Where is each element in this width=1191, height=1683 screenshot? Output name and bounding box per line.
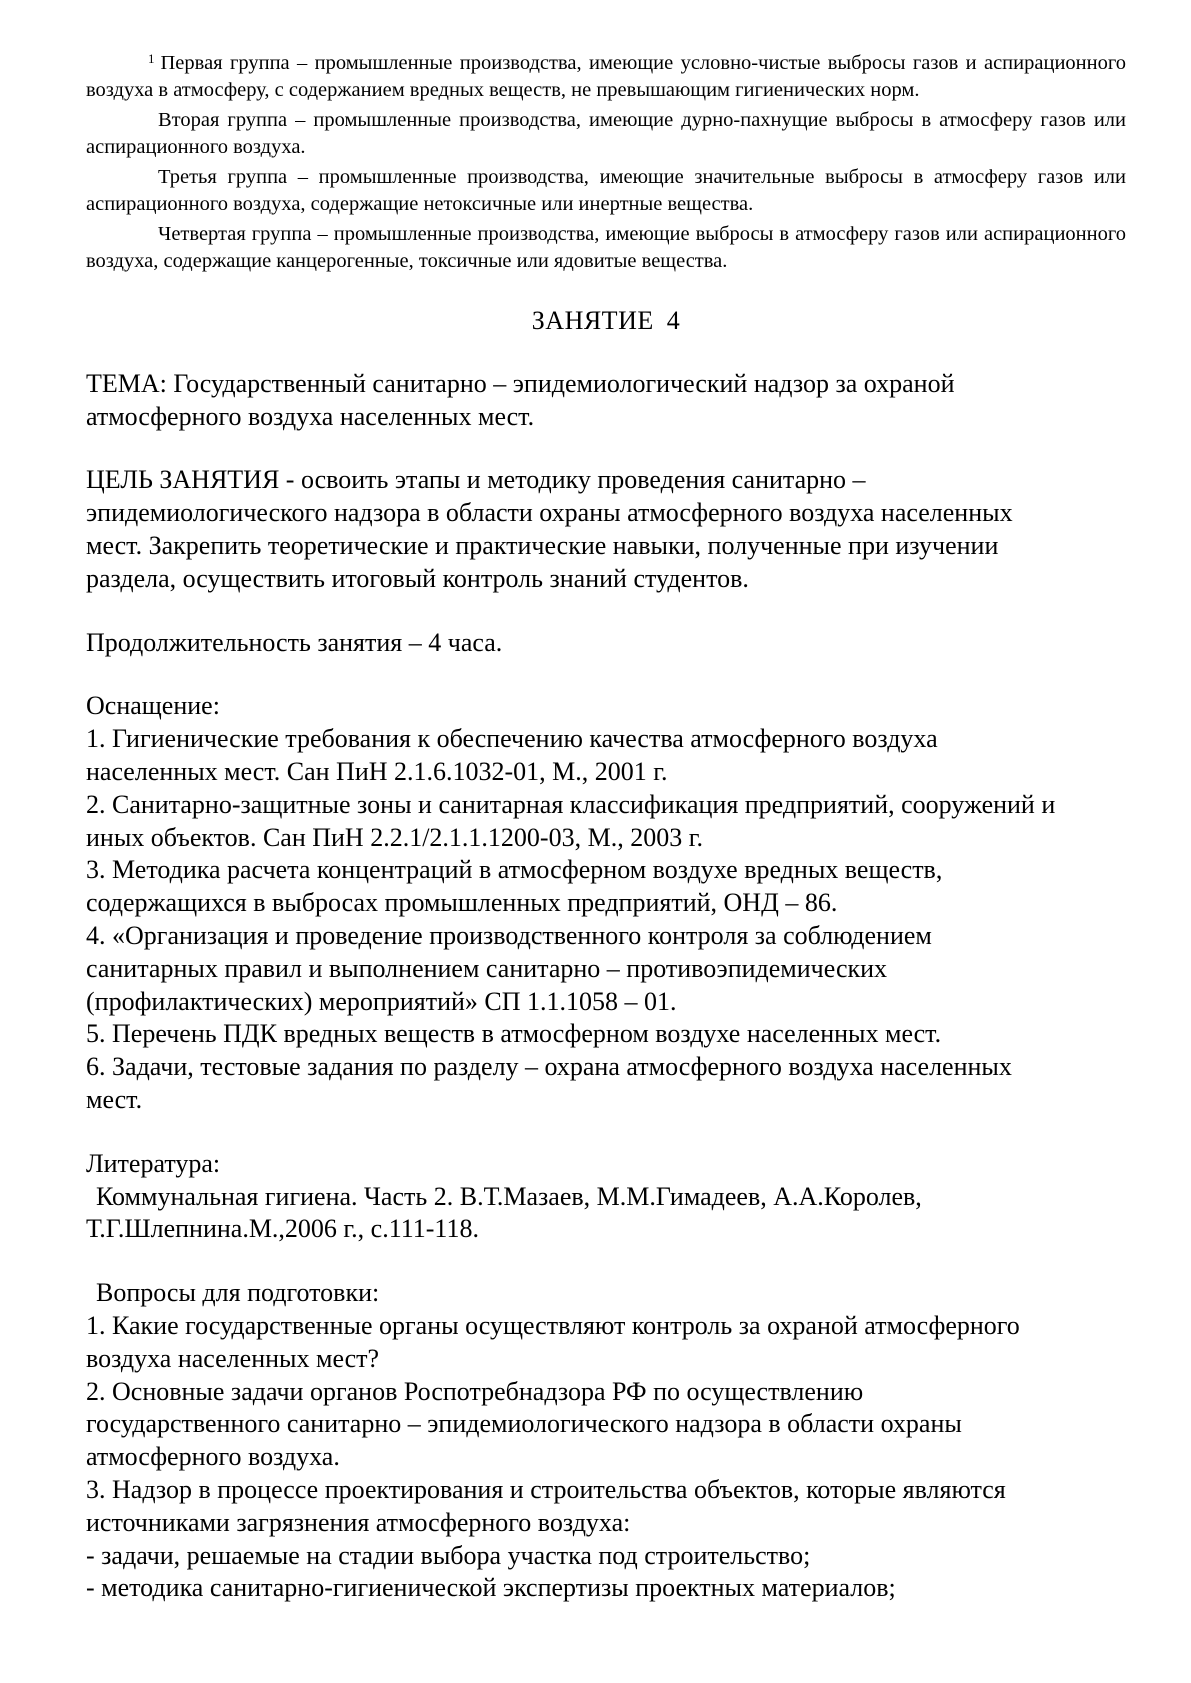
- spacer: [86, 596, 1126, 627]
- equipment-line: населенных мест. Сан ПиН 2.1.6.1032-01, М., 2001 г.: [86, 756, 668, 786]
- spacer: [86, 659, 1126, 690]
- document-page: [86, 50, 1126, 1605]
- footnote-group-4: Четвертая группа – промышленные производства, имеющие выбросы в атмосферу газов или аспирационного воздуха, содержащие канцерогенные, токсичные или ядовитые вещества.: [86, 223, 1126, 272]
- question-line: - задачи, решаемые на стадии выбора участка под строительство;: [86, 1540, 811, 1570]
- spacer: [86, 1246, 1126, 1277]
- goal-line-2: эпидемиологического надзора в области охраны атмосферного воздуха населенных: [86, 498, 1013, 528]
- footnote-group-1: [86, 50, 1126, 104]
- question-line: государственного санитарно – эпидемиологического надзора в области охраны: [86, 1409, 962, 1439]
- equipment-line: 6. Задачи, тестовые задания по разделу – охрана атмосферного воздуха населенных: [86, 1052, 1012, 1082]
- question-line: 2. Основные задачи органов Роспотребнадзора РФ по осуществлению: [86, 1376, 864, 1406]
- equipment-line: 5. Перечень ПДК вредных веществ в атмосферном воздухе населенных мест.: [86, 1019, 942, 1049]
- equipment-line: 2. Санитарно-защитные зоны и санитарная классификация предприятий, сооружений и: [86, 789, 1056, 819]
- lesson-title: ЗАНЯТИЕ 4: [531, 306, 681, 335]
- footnote-group-2: Вторая группа – промышленные производства, имеющие дурно-пахнущие выбросы в атмосферу газов или аспирационного воздуха.: [86, 109, 1126, 158]
- literature-heading: Литература:: [86, 1148, 221, 1178]
- duration: Продолжительность занятия – 4 часа.: [86, 627, 503, 657]
- question-line: воздуха населенных мест?: [86, 1343, 380, 1373]
- topic-line-2: атмосферного воздуха населенных мест.: [86, 401, 535, 431]
- equipment-list: [86, 723, 1126, 1117]
- goal-line-3: мест. Закрепить теоретические и практические навыки, полученные при изучении: [86, 530, 999, 560]
- lesson-body: [86, 305, 1126, 1605]
- footnote-group-3: Третья группа – промышленные производства, имеющие значительные выбросы в атмосферу газов или аспирационного воздуха, содержащие нетоксичные или инертные вещества.: [86, 166, 1126, 215]
- literature-line-1: Коммунальная гигиена. Часть 2. В.Т.Мазаев, М.М.Гимадеев, А.А.Королев,: [96, 1181, 922, 1211]
- questions-list: [86, 1310, 1126, 1605]
- equipment-line: санитарных правил и выполнением санитарно – противоэпидемических: [86, 953, 888, 983]
- topic-line-1: ТЕМА: Государственный санитарно – эпидемиологический надзор за охраной: [86, 368, 955, 398]
- equipment-line: содержащихся в выбросах промышленных предприятий, ОНД – 86.: [86, 888, 838, 918]
- question-line: атмосферного воздуха.: [86, 1442, 340, 1472]
- question-line: 3. Надзор в процессе проектирования и строительства объектов, которые являются: [86, 1474, 1006, 1504]
- footnote-group-1-text: Первая группа – промышленные производства, имеющие условно-чистые выбросы газов и аспирационного воздуха в атмосферу, с содержанием вредных веществ, не превышающим гигиенических норм.: [86, 52, 1126, 101]
- equipment-line: 3. Методика расчета концентраций в атмосферном воздухе вредных веществ,: [86, 855, 943, 885]
- spacer: [86, 1117, 1126, 1148]
- equipment-line: иных объектов. Сан ПиН 2.2.1/2.1.1.1200-03, М., 2003 г.: [86, 822, 703, 852]
- question-line: - методика санитарно-гигиенической экспертизы проектных материалов;: [86, 1573, 896, 1603]
- equipment-line: (профилактических) мероприятий» СП 1.1.1058 – 01.: [86, 986, 677, 1016]
- literature-line-2: Т.Г.Шлепнина.М.,2006 г., с.111-118.: [86, 1214, 479, 1244]
- footnote-block: [86, 50, 1126, 275]
- goal-line-1: ЦЕЛЬ ЗАНЯТИЯ - освоить этапы и методику проведения санитарно –: [86, 465, 866, 495]
- footnote-marker: 1: [148, 51, 155, 66]
- question-line: 1. Какие государственные органы осуществляют контроль за охраной атмосферного: [86, 1310, 1020, 1340]
- goal-line-4: раздела, осуществить итоговый контроль знаний студентов.: [86, 563, 749, 593]
- questions-heading: Вопросы для подготовки:: [96, 1278, 380, 1308]
- equipment-heading: Оснащение:: [86, 691, 220, 721]
- equipment-line: 1. Гигиенические требования к обеспечению качества атмосферного воздуха: [86, 724, 938, 754]
- spacer: [86, 433, 1126, 464]
- equipment-line: 4. «Организация и проведение производственного контроля за соблюдением: [86, 920, 932, 950]
- equipment-line: мест.: [86, 1084, 143, 1114]
- question-line: источниками загрязнения атмосферного воздуха:: [86, 1507, 631, 1537]
